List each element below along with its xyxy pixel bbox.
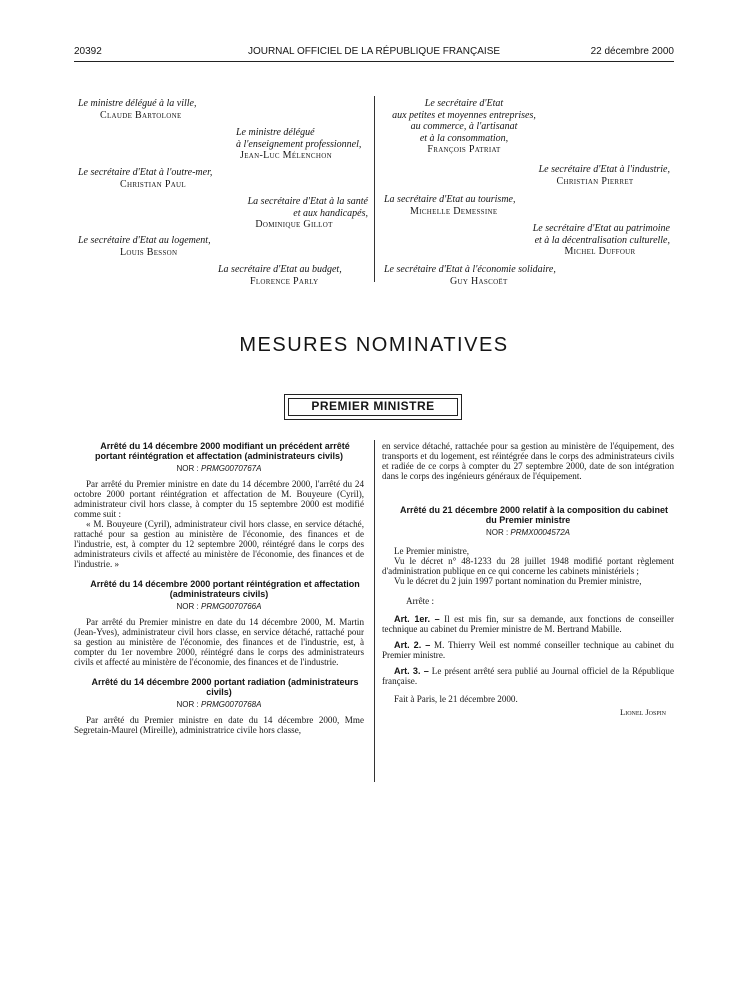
signature-besson	[78, 235, 368, 258]
article-title: Arrêté du 14 décembre 2000 portant réintégration et affectation (administrateurs civils)	[90, 579, 360, 599]
nor-reference	[74, 602, 364, 612]
signature-gillot	[220, 196, 368, 231]
article-1	[382, 614, 674, 634]
signature-role: Le ministre délégué à la ville,	[78, 98, 197, 109]
nor-reference	[74, 464, 364, 474]
article-label: Art. 1er. –	[394, 614, 440, 624]
paragraph: Par arrêté du Premier ministre en date du 14 décembre 2000, Mme Segretain-Maurel (Mireille), administratrice civile hors classe,	[74, 715, 364, 735]
nor-label: NOR :	[176, 464, 201, 473]
nor-reference	[382, 528, 674, 538]
signature-name: Christian Pierret	[556, 175, 634, 187]
signature-role: Le secrétaire d'Etat à l'industrie,	[538, 164, 670, 175]
ministry-title: PREMIER MINISTRE	[288, 398, 458, 416]
signature-role: Le ministre délégué à l'enseignement professionnel,	[236, 127, 362, 150]
signature-role: Le secrétaire d'Etat au logement,	[78, 235, 211, 246]
article-text: M. Thierry Weil est nommé conseiller technique au cabinet du Premier ministre.	[382, 640, 674, 660]
article-text: Le présent arrêté sera publié au Journal officiel de la République française.	[382, 666, 675, 686]
article-2	[382, 640, 674, 660]
signature-name: Michelle Demessine	[410, 205, 498, 217]
issue-date: 22 décembre 2000	[590, 46, 674, 57]
signature-role: Le secrétaire d'Etat aux petites et moyennes entreprises, au commerce, à l'artisanat et à la consommation,	[392, 98, 536, 144]
article-label: Art. 3. –	[394, 666, 429, 676]
signature-name: Dominique Gillot	[255, 219, 333, 230]
done-at: Fait à Paris, le 21 décembre 2000.	[394, 694, 518, 704]
body-column-rule	[374, 440, 375, 782]
signature-hascoet	[384, 264, 670, 287]
visa: Vu le décret du 2 juin 1997 portant nomination du Premier ministre,	[394, 576, 642, 586]
nor-reference	[74, 700, 364, 710]
nor-code: PRMG0070768A	[200, 700, 262, 709]
signature-patriat	[380, 98, 548, 156]
signature-name: Louis Besson	[120, 246, 178, 258]
article-title: Arrêté du 14 décembre 2000 modifiant un précédent arrêté portant réintégration et affectation (administrateurs civils)	[94, 441, 350, 461]
signature-paul	[78, 167, 368, 190]
article-title: Arrêté du 21 décembre 2000 relatif à la composition du cabinet du Premier ministre	[399, 505, 669, 525]
visa: Vu le décret n° 48-1233 du 28 juillet 1948 modifié portant règlement d'administration publique en ce qui concerne les cabinets ministériels ;	[382, 556, 674, 576]
signature-name: Michel Duffour	[564, 246, 636, 257]
signature-duffour	[500, 223, 670, 258]
journal-title: JOURNAL OFFICIEL DE LA RÉPUBLIQUE FRANÇAISE	[247, 46, 501, 57]
signature-demessine	[384, 194, 670, 217]
signature-name: Claude Bartolone	[100, 109, 182, 121]
right-column	[382, 441, 674, 717]
signature-role: Le secrétaire d'Etat au patrimoine et à la décentralisation culturelle,	[532, 223, 670, 246]
article-title: Arrêté du 14 décembre 2000 portant radiation (administrateurs civils)	[91, 677, 359, 697]
intro-line: Le Premier ministre,	[394, 546, 470, 556]
signatory: Lionel Jospin	[620, 707, 666, 717]
nor-label: NOR :	[485, 528, 511, 537]
signature-melenchon	[236, 127, 368, 162]
signature-name: Florence Parly	[250, 275, 319, 287]
signature-name: Guy Hascoët	[450, 275, 508, 287]
paragraph: Par arrêté du Premier ministre en date du 14 décembre 2000, M. Martin (Jean-Yves), administrateur civil hors classe, en service détaché, rattaché pour sa gestion au ministère de l'économie, des finances et de l'industrie, est, à compter du 1er novembre 2000, réintégré dans le corps des administrateurs civils et affecté au ministère de l'économie, des finances et de l'industrie.	[74, 617, 364, 667]
signature-name: Jean-Luc Mélenchon	[240, 150, 332, 161]
section-title: MESURES NOMINATIVES	[239, 334, 509, 356]
continuation-paragraph: en service détaché, rattachée pour sa gestion au ministère de l'équipement, des transports et du logement, est réintégrée dans le corps des administrateurs civils et radiée de ce corps à compter du 27 septembre 2000, date de son intégration dans le corps des ingénieurs généraux de l'équipement.	[382, 441, 674, 481]
nor-code: PRMG0070766A	[200, 602, 262, 611]
nor-code: PRMG0070767A	[200, 464, 262, 473]
article-label: Art. 2. –	[394, 640, 431, 650]
ministry-box	[284, 394, 462, 420]
signature-column-rule	[374, 96, 375, 282]
paragraph: « M. Bouyeure (Cyril), administrateur civil hors classe, en service détaché, rattaché pour sa gestion au ministère de l'économie, des finances et de l'industrie, est, à compter du 12 septembre 2000, réintégré dans le corps des administrateurs civils et affecté au ministère de l'économie, des finances et de l'industrie. »	[74, 519, 364, 569]
article-3	[382, 666, 674, 686]
nor-label: NOR :	[176, 700, 201, 709]
signature-role: Le secrétaire d'Etat à l'outre-mer,	[78, 167, 213, 178]
nor-code: PRMX0004572A	[510, 528, 571, 537]
paragraph: Par arrêté du Premier ministre en date du 14 décembre 2000, l'arrêté du 24 octobre 2000 portant réintégration et affectation de M. Bouyeure (Cyril), administrateur civil hors classe, à compter du 15 septembre 2000 est modifié comme suit :	[74, 479, 364, 519]
signature-name: Christian Paul	[120, 178, 186, 190]
signature-role: La secrétaire d'Etat au budget,	[218, 264, 342, 275]
signature-role: La secrétaire d'Etat au tourisme,	[384, 194, 516, 205]
left-column	[74, 441, 364, 735]
signature-pierret	[500, 164, 670, 187]
signature-parly	[218, 264, 368, 287]
article-text: Il est mis fin, sur sa demande, aux fonctions de conseiller technique au cabinet du Premier ministre de M. Bertrand Mabille.	[382, 614, 675, 634]
header-rule	[74, 61, 674, 62]
page-number: 20392	[74, 46, 102, 57]
signature-role: Le secrétaire d'Etat à l'économie solidaire,	[384, 264, 556, 275]
page-header	[74, 46, 674, 62]
nor-label: NOR :	[176, 602, 201, 611]
signature-bartolone	[78, 98, 368, 121]
arrete-line: Arrête :	[406, 596, 435, 606]
signature-role: La secrétaire d'Etat à la santé et aux handicapés,	[247, 196, 368, 219]
signature-name: François Patriat	[427, 144, 501, 155]
